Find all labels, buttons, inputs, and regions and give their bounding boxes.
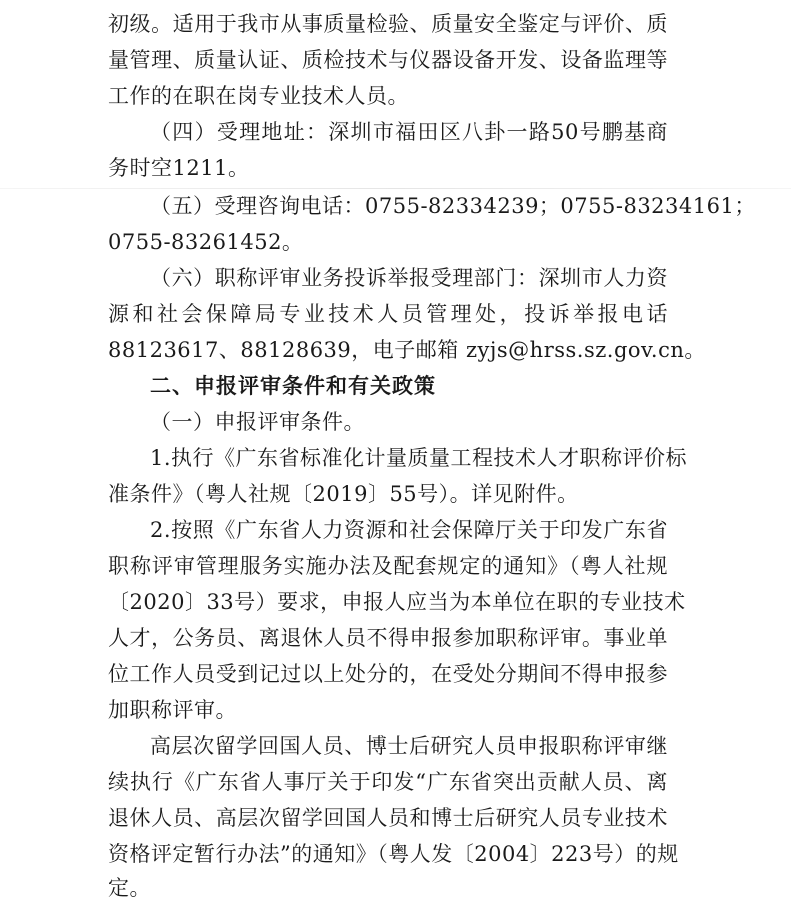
text-line: 位工作人员受到记过以上处分的，在受处分期间不得申报参 — [108, 662, 668, 686]
text-line: （五）受理咨询电话：0755-82334239；0755-83234161； — [150, 194, 756, 218]
text-line: 1.执行《广东省标准化计量质量工程技术人才职称评价标 — [150, 446, 688, 470]
page-fold-line — [0, 188, 791, 189]
text-line: 量管理、质量认证、质检技术与仪器设备开发、设备监理等 — [108, 48, 668, 72]
text-line: 〔2020〕33号）要求，申报人应当为本单位在职的专业技术 — [108, 590, 686, 614]
text-line: 88123617、88128639，电子邮箱 zyjs@hrss.sz.gov.cn。 — [108, 338, 706, 362]
text-line: 务时空1211。 — [108, 156, 250, 180]
text-line: 人才，公务员、离退休人员不得申报参加职称评审。事业单 — [108, 626, 668, 650]
text-line: （一）申报评审条件。 — [150, 410, 365, 434]
text-line: 职称评审管理服务实施办法及配套规定的通知》（粤人社规 — [108, 554, 668, 578]
text-line: （六）职称评审业务投诉举报受理部门：深圳市人力资 — [150, 266, 668, 290]
text-line: 工作的在职在岗专业技术人员。 — [108, 84, 409, 108]
text-line: 高层次留学回国人员、博士后研究人员申报职称评审继 — [150, 734, 668, 758]
text-line: 源和社会保障局专业技术人员管理处，投诉举报电话 — [108, 302, 668, 326]
text-line: （四）受理地址：深圳市福田区八卦一路50号鹏基商 — [150, 120, 668, 144]
text-line: 加职称评审。 — [108, 698, 237, 722]
text-line: 资格评定暂行办法”的通知》（粤人发〔2004〕223号）的规 — [108, 842, 679, 866]
text-line: 续执行《广东省人事厅关于印发“广东省突出贡献人员、离 — [108, 770, 668, 794]
text-line: 初级。适用于我市从事质量检验、质量安全鉴定与评价、质 — [108, 12, 668, 36]
section-heading: 二、申报评审条件和有关政策 — [150, 374, 436, 398]
text-line: 退休人员、高层次留学回国人员和博士后研究人员专业技术 — [108, 806, 668, 830]
text-line: 2.按照《广东省人力资源和社会保障厅关于印发广东省 — [150, 518, 668, 542]
text-line: 0755-83261452。 — [108, 230, 304, 254]
text-line: 准条件》（粤人社规〔2019〕55号）。详见附件。 — [108, 482, 579, 506]
text-line: 定。 — [108, 876, 151, 900]
